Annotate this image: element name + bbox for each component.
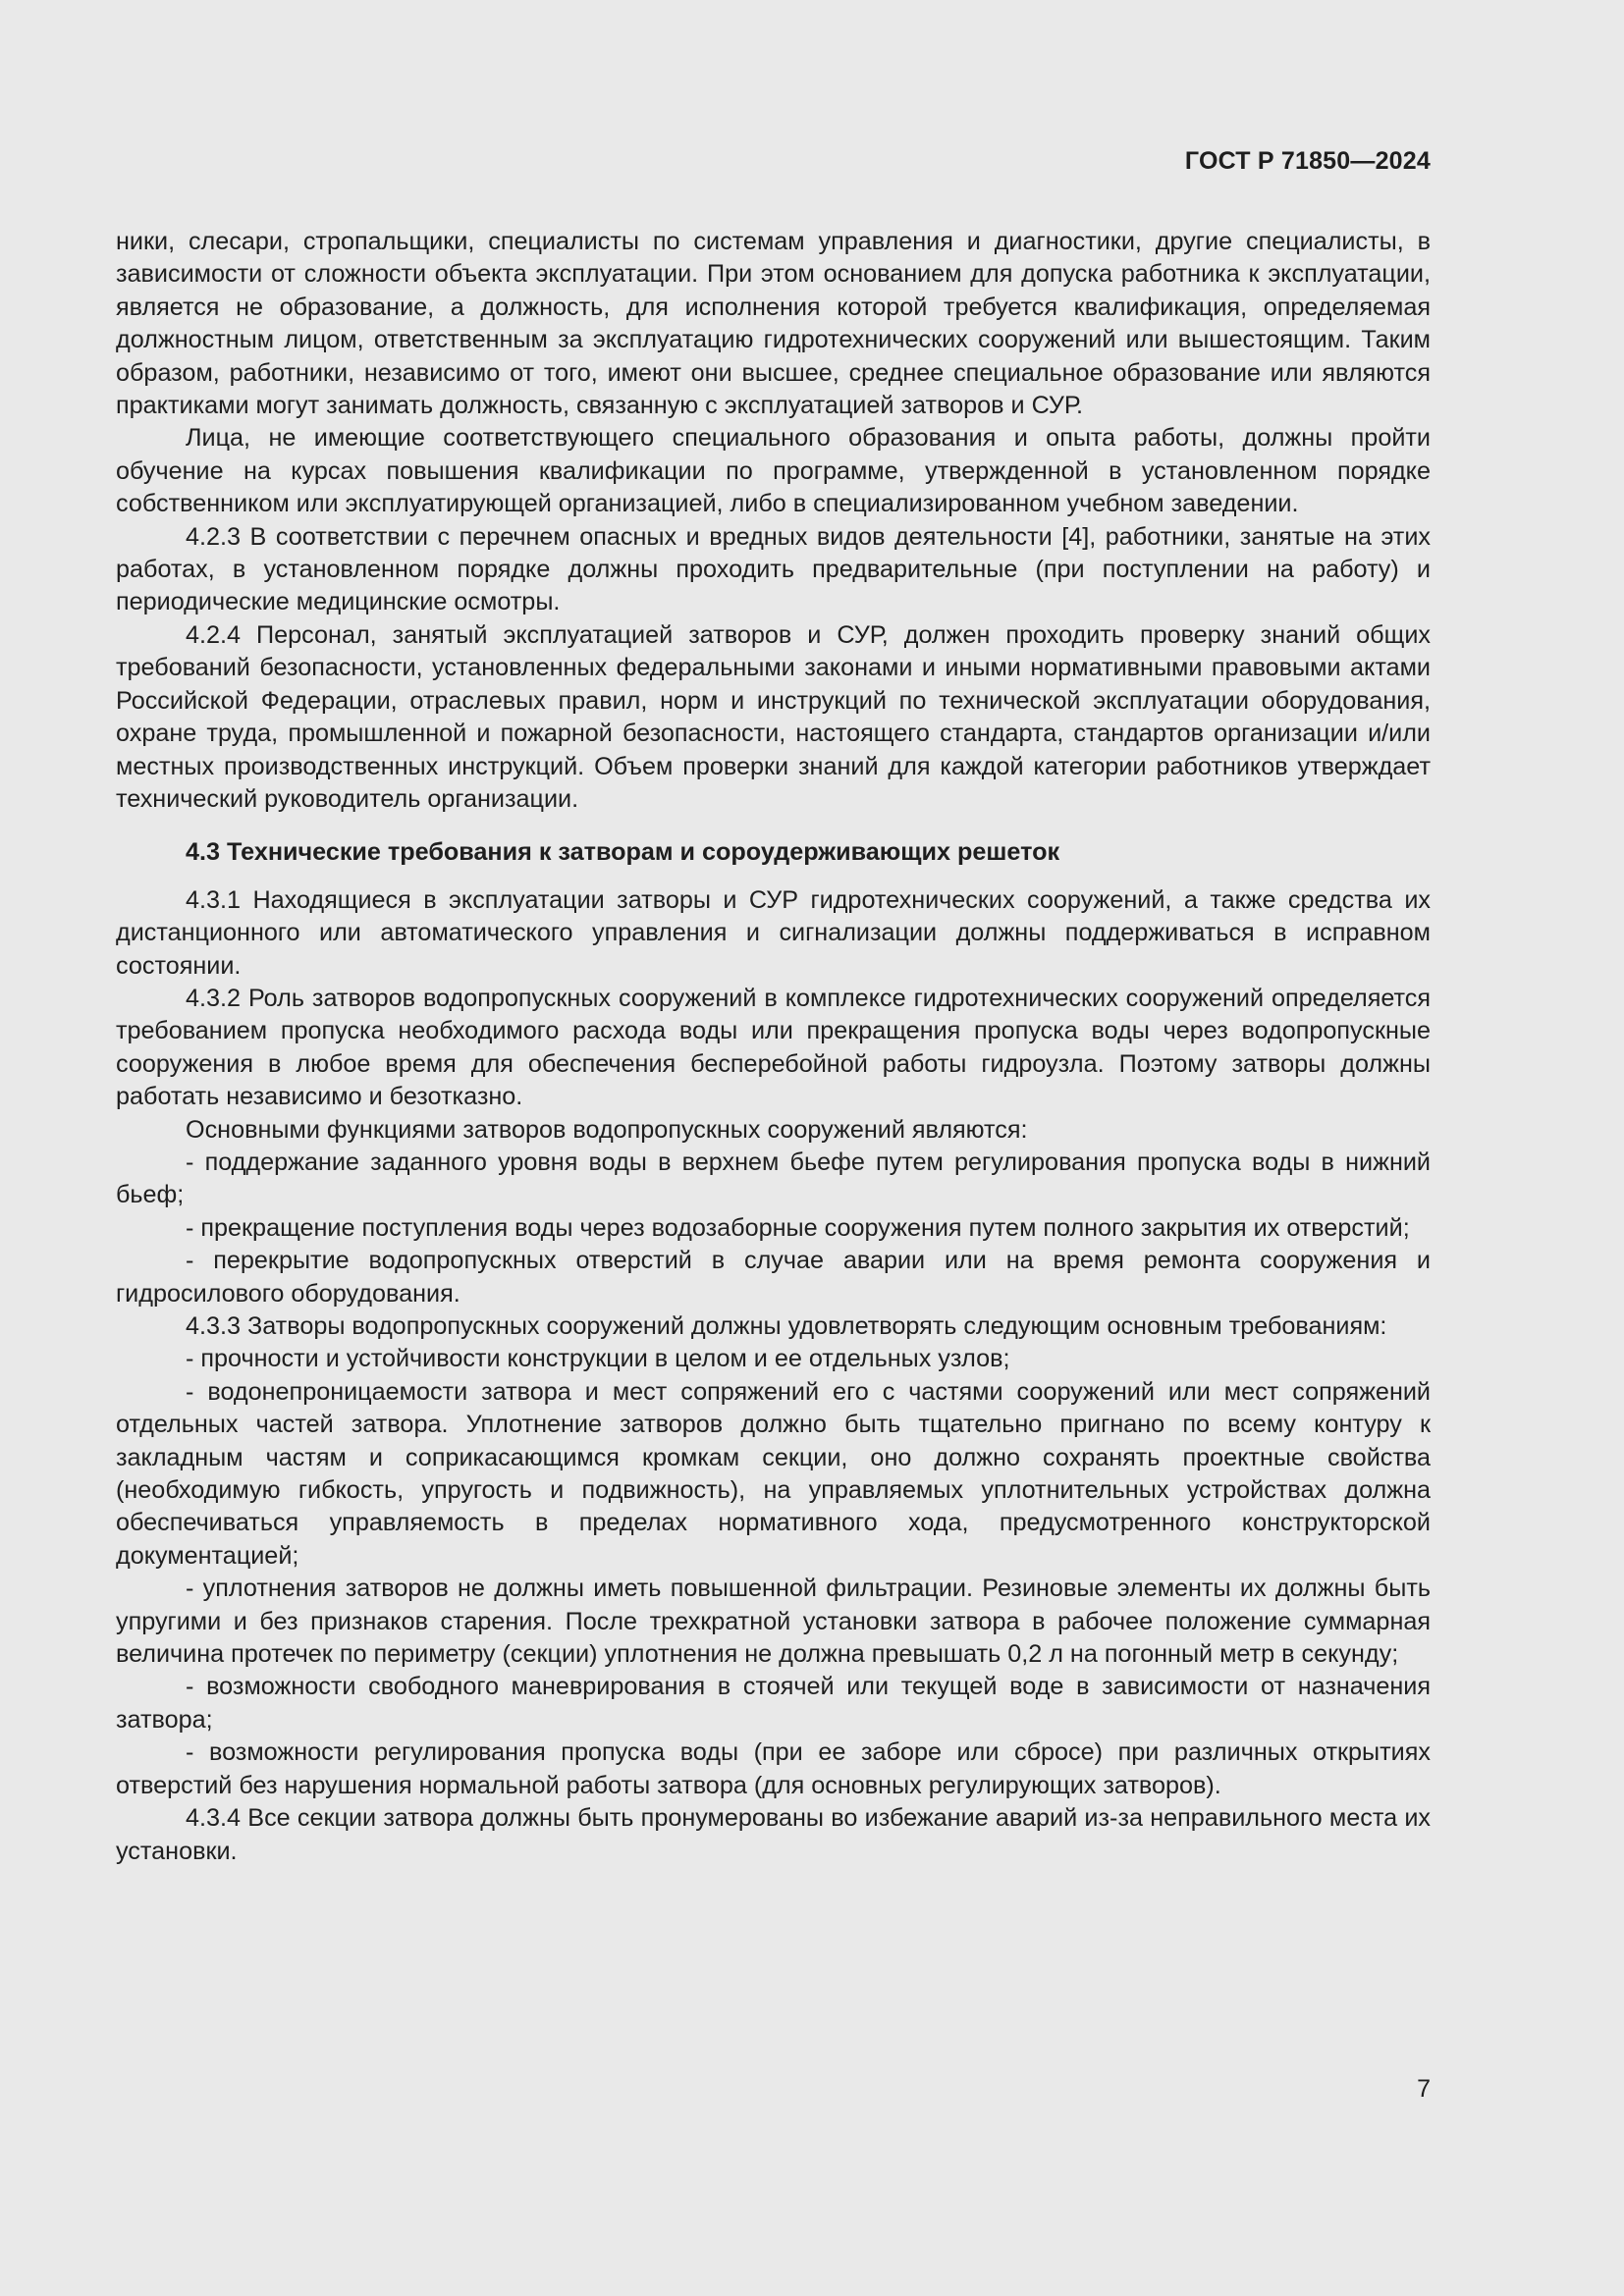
list-item: - поддержание заданного уровня воды в верхнем бьефе путем регулирования пропуска воды в нижний бьеф; xyxy=(116,1148,1431,1209)
standard-id-header: ГОСТ Р 71850—2024 xyxy=(1184,147,1431,175)
list-item: - прочности и устойчивости конструкции в целом и ее отдельных узлов; xyxy=(186,1345,1010,1373)
clause-4-3-3: 4.3.3 Затворы водопропускных сооружений должны удовлетворять следующим основным требованиям: xyxy=(186,1312,1387,1340)
page-number: 7 xyxy=(1417,2075,1431,2103)
list-item: - прекращение поступления воды через водозаборные сооружения путем полного закрытия их отверстий; xyxy=(186,1213,1410,1242)
list-item: - возможности свободного маневрирования в стоячей или текущей воде в зависимости от назначения затвора; xyxy=(116,1673,1431,1734)
clause-4-3-4: 4.3.4 Все секции затвора должны быть пронумерованы во избежание аварий из-за неправильного места их установки. xyxy=(116,1804,1431,1865)
clause-4-3-1: 4.3.1 Находящиеся в эксплуатации затворы и СУР гидротехнических сооружений, а также средства их дистанционного или автоматического управления и сигнализации должны поддерживаться в исправном состоянии. xyxy=(116,885,1431,980)
clause-4-2-3: 4.2.3 В соответствии с перечнем опасных и вредных видов деятельности [4], работники, занятые на этих работах, в установленном порядке должны проходить предварительные (при поступлении на работу) и периодические медицинские осмотры. xyxy=(116,522,1431,616)
clause-4-2-4: 4.2.4 Персонал, занятый эксплуатацией затворов и СУР, должен проходить проверку знаний общих требований безопасности, установленных федеральными законами и иными нормативными правовыми актами Российской Федерации, отраслевых правил, норм и инструкций по технической эксплуатации оборудования, охране труда, промышленной и пожарной безопасности, настоящего стандарта, стандартов организации и/или местных производственных инструкций. Объем проверки знаний для каждой категории работников утверждает технический руководитель организации. xyxy=(116,620,1431,813)
list-item: - возможности регулирования пропуска воды (при ее заборе или сбросе) при различных открытиях отверстий без нарушения нормальной работы затвора (для основных регулирующих затворов). xyxy=(116,1738,1431,1799)
list-item: - водонепроницаемости затвора и мест сопряжений его с частями сооружений или мест сопряжений отдельных частей затвора. Уплотнение затворов должно быть тщательно пригнано по всему контуру к закладным частям и соприкасающимся кромкам секции, оно должно сохранять проектные свойства (необходимую гибкость, упругость и подвижность), на управляемых уплотнительных устройствах должна обеспечиваться управляемость в пределах нормативного хода, предусмотренного конструкторской документацией; xyxy=(116,1377,1431,1570)
section-heading-4-3: 4.3 Технические требования к затворам и сороудерживающих решеток xyxy=(186,838,1060,867)
list-item: - уплотнения затворов не должны иметь повышенной фильтрации. Резиновые элементы их должны быть упругими и без признаков старения. После трехкратной установки затвора в рабочее положение суммарная величина протечек по периметру (секции) уплотнения не должна превышать 0,2 л на погонный метр в секунду; xyxy=(116,1575,1431,1669)
paragraph-continuation: ники, слесари, стропальщики, специалисты по системам управления и диагностики, другие специалисты, в зависимости от сложности объекта эксплуатации. При этом основанием для допуска работника к эксплуатации, является не образование, а должность, для исполнения которой требуется квалификация, определяемая должностным лицом, ответственным за эксплуатацию гидротехнических сооружений или вышестоящим. Таким образом, работники, независимо от того, имеют они высшее, среднее специальное образование или являются практиками могут занимать должность, связанную с эксплуатацией затворов и СУР. xyxy=(116,228,1431,420)
list-item: - перекрытие водопропускных отверстий в случае аварии или на время ремонта сооружения и гидросилового оборудования. xyxy=(116,1247,1431,1308)
functions-intro: Основными функциями затворов водопропускных сооружений являются: xyxy=(186,1115,1028,1144)
body-text xyxy=(116,226,1431,1868)
paragraph-training: Лица, не имеющие соответствующего специального образования и опыта работы, должны пройти обучение на курсах повышения квалификации по программе, утвержденной в установленном порядке собственником или эксплуатирующей организацией, либо в специализированном учебном заведении. xyxy=(116,424,1431,518)
clause-4-3-2: 4.3.2 Роль затворов водопропускных сооружений в комплексе гидротехнических сооружений определяется требованием пропуска необходимого расхода воды или прекращения пропуска воды через водопропускные сооружения в любое время для обеспечения бесперебойной работы гидроузла. Поэтому затворы должны работать независимо и безотказно. xyxy=(116,984,1431,1111)
